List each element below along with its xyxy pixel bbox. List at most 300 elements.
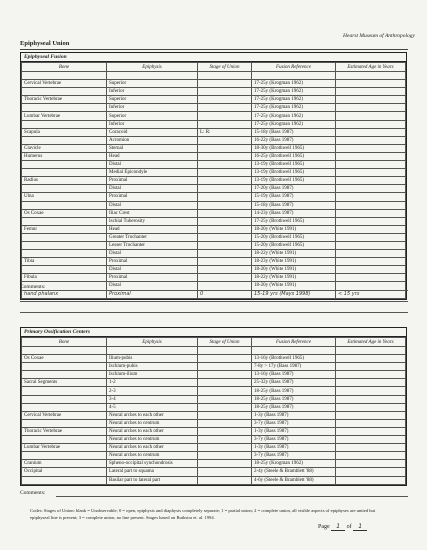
reference-cell: 18-25y (Bass 1987) <box>252 395 336 403</box>
reference-cell: 1-3y (Bass 1987) <box>252 444 336 452</box>
reference-cell: 16-22y (Bass 1987) <box>252 136 336 144</box>
stage-cell[interactable] <box>198 347 252 355</box>
bone-cell: Thoracic Vertebrae <box>22 96 107 104</box>
bone-cell <box>22 72 107 80</box>
epiphysis-cell: Distal <box>107 185 198 193</box>
age-cell[interactable] <box>336 411 406 419</box>
age-cell[interactable] <box>336 403 406 411</box>
epiphysis-cell: Ilium-pubis <box>107 355 198 363</box>
age-cell[interactable] <box>336 427 406 435</box>
table-row <box>22 80 406 88</box>
age-cell[interactable] <box>336 468 406 476</box>
epiphysis-cell: Inferior <box>107 104 198 112</box>
age-cell[interactable] <box>336 363 406 371</box>
stage-cell[interactable] <box>198 233 252 241</box>
bone-cell <box>22 250 107 258</box>
reference-cell: 13-16y (Bass 1987) <box>252 371 336 379</box>
page-current[interactable]: 1 <box>331 523 345 531</box>
table-row <box>22 363 406 371</box>
age-cell[interactable]: < 15 yrs <box>336 290 406 298</box>
epiphysis-cell: Ischium-ilium <box>107 371 198 379</box>
stage-cell[interactable] <box>198 144 252 152</box>
bone-cell: Clavicle <box>22 144 107 152</box>
stage-cell[interactable] <box>198 161 252 169</box>
reference-cell: 17-25y (Krogman 1962) <box>252 112 336 120</box>
stage-cell[interactable] <box>198 444 252 452</box>
epiphysis-cell: Basilar part to lateral part <box>107 476 198 484</box>
age-cell[interactable] <box>336 144 406 152</box>
stage-cell[interactable] <box>198 72 252 80</box>
age-cell[interactable] <box>336 444 406 452</box>
epiphysis-cell: Inferior <box>107 120 198 128</box>
reference-cell: 17-25y (Brothwell 1965) <box>252 217 336 225</box>
column-header-bone: Bone <box>22 338 107 347</box>
column-header-age: Estimated Age in Years <box>336 338 406 347</box>
bone-cell: Lumbar Vertebrae <box>22 112 107 120</box>
bone-cell <box>22 185 107 193</box>
stage-cell[interactable] <box>198 387 252 395</box>
stage-cell[interactable] <box>198 427 252 435</box>
stage-cell[interactable] <box>198 104 252 112</box>
bone-cell <box>22 403 107 411</box>
bone-cell <box>22 476 107 484</box>
epiphysis-cell: Head <box>107 152 198 160</box>
age-cell[interactable] <box>336 72 406 80</box>
bone-cell <box>22 436 107 444</box>
age-cell[interactable] <box>336 452 406 460</box>
table-row <box>22 452 406 460</box>
epiphysis-cell: 3-4 <box>107 395 198 403</box>
bone-cell <box>22 201 107 209</box>
stage-cell[interactable] <box>198 379 252 387</box>
reference-cell: 18-20y (White 1991) <box>252 225 336 233</box>
column-header-reference: Fusion Reference <box>252 338 336 347</box>
bone-cell <box>22 347 107 355</box>
epiphysis-cell: Neural arches to each other <box>107 411 198 419</box>
stage-cell[interactable] <box>198 193 252 201</box>
bone-cell <box>22 120 107 128</box>
reference-cell: 18-30y (Brothwell 1965) <box>252 144 336 152</box>
reference-cell: 3-7y (Bass 1987) <box>252 436 336 444</box>
table-row <box>22 112 406 120</box>
table-row <box>22 395 406 403</box>
bone-cell <box>22 161 107 169</box>
reference-cell: 17-25y (Krogman 1962) <box>252 104 336 112</box>
reference-cell: 15-20y (Brothwell 1965) <box>252 241 336 249</box>
age-cell[interactable] <box>336 250 406 258</box>
stage-cell[interactable] <box>198 241 252 249</box>
epiphysis-cell: Greater Trochanter <box>107 233 198 241</box>
table-row <box>22 161 406 169</box>
title-rule <box>20 49 408 50</box>
bone-cell <box>22 104 107 112</box>
column-header-reference: Fusion Reference <box>252 63 336 72</box>
bone-cell: Femur <box>22 225 107 233</box>
age-cell[interactable] <box>336 225 406 233</box>
table-row <box>22 250 406 258</box>
epiphysis-cell: Proximal <box>107 274 198 282</box>
epiphysis-cell: 4-5 <box>107 403 198 411</box>
table-row <box>22 436 406 444</box>
epiphysis-cell: Proximal <box>107 193 198 201</box>
table-row <box>22 136 406 144</box>
table-row <box>22 88 406 96</box>
epiphysis-cell: Coracoid <box>107 128 198 136</box>
table-row <box>22 290 406 298</box>
bone-cell <box>22 387 107 395</box>
section-title: Epiphyseal Union <box>20 40 70 47</box>
reference-cell: 4-6y (Steele & Bramblett '88) <box>252 476 336 484</box>
age-cell[interactable] <box>336 201 406 209</box>
epiphysis-cell: Sternal <box>107 144 198 152</box>
age-cell[interactable] <box>336 274 406 282</box>
reference-cell: 13-19y (Brothwell 1965) <box>252 169 336 177</box>
age-cell[interactable] <box>336 185 406 193</box>
museum-name: Hearst Museum of Anthropology <box>343 33 415 39</box>
bone-cell: Cervical Vertebrae <box>22 411 107 419</box>
age-cell[interactable] <box>336 355 406 363</box>
bone-cell: Os Coxae <box>22 355 107 363</box>
bone-cell: Humerus <box>22 152 107 160</box>
epiphysis-cell: Medial Epicondyle <box>107 169 198 177</box>
epiphysis-cell: Head <box>107 225 198 233</box>
epiphysis-cell: Neural arches to each other <box>107 427 198 435</box>
age-cell[interactable] <box>336 460 406 468</box>
bone-cell: Os Coxae <box>22 209 107 217</box>
age-cell[interactable] <box>336 128 406 136</box>
stage-cell[interactable] <box>198 152 252 160</box>
page-of-label: of <box>346 524 352 530</box>
comments-label-2: Comments: <box>20 490 46 496</box>
reference-cell: 13-19y (Brothwell 1965) <box>252 161 336 169</box>
stage-cell[interactable] <box>198 274 252 282</box>
bone-cell: Cervical Vertebrae <box>22 80 107 88</box>
stage-cell[interactable] <box>198 371 252 379</box>
epiphysis-cell: Iliac Crest <box>107 209 198 217</box>
column-header-bone: Bone <box>22 63 107 72</box>
table-row <box>22 96 406 104</box>
table-row <box>22 355 406 363</box>
age-cell[interactable] <box>336 241 406 249</box>
reference-cell: 15-18y (Bass 1987) <box>252 201 336 209</box>
bone-cell <box>22 266 107 274</box>
age-cell[interactable] <box>336 371 406 379</box>
reference-cell: 25-32y (Bass 1987) <box>252 379 336 387</box>
stage-cell[interactable] <box>198 250 252 258</box>
stage-cell[interactable] <box>198 468 252 476</box>
bone-cell <box>22 136 107 144</box>
table-row <box>22 185 406 193</box>
bone-cell <box>22 169 107 177</box>
comments-label-1: Comments: <box>20 284 46 290</box>
table-row <box>22 403 406 411</box>
table-row <box>22 177 406 185</box>
comments-line[interactable] <box>56 496 408 497</box>
table-row <box>22 444 406 452</box>
table-row <box>22 266 406 274</box>
bone-cell <box>22 371 107 379</box>
column-header-epiphysis: Epiphysis <box>107 63 198 72</box>
epiphysis-cell: Spheno-occipital synchondrosis <box>107 460 198 468</box>
reference-cell: 18-25y (Bass 1987) <box>252 403 336 411</box>
comments-line[interactable] <box>20 301 408 302</box>
age-cell[interactable] <box>336 266 406 274</box>
reference-cell: 18-23y (White 1991) <box>252 258 336 266</box>
stage-cell[interactable] <box>198 112 252 120</box>
epiphysis-cell: Lateral part to squama <box>107 468 198 476</box>
comments-line[interactable] <box>56 290 408 291</box>
table-row <box>22 468 406 476</box>
reference-cell: 7-8y > 17y (Bass 1987) <box>252 363 336 371</box>
table-row <box>22 476 406 484</box>
page-label: Page <box>318 524 330 530</box>
age-cell[interactable] <box>336 217 406 225</box>
reference-cell: 17-25y (Krogman 1962) <box>252 120 336 128</box>
table-row <box>22 241 406 249</box>
epiphysis-cell: Acromion <box>107 136 198 144</box>
reference-cell: 3-7y (Bass 1987) <box>252 419 336 427</box>
age-cell[interactable] <box>336 387 406 395</box>
page-total[interactable]: 1 <box>353 523 367 531</box>
reference-cell: 17-20y (Bass 1987) <box>252 185 336 193</box>
table-row <box>22 282 406 290</box>
bone-cell <box>22 241 107 249</box>
age-cell[interactable] <box>336 177 406 185</box>
stage-cell[interactable] <box>198 80 252 88</box>
table-row <box>22 152 406 160</box>
age-cell[interactable] <box>336 282 406 290</box>
bone-cell: Tibia <box>22 258 107 266</box>
epiphysis-cell: Ischial Tuberosity <box>107 217 198 225</box>
table-row <box>22 225 406 233</box>
age-cell[interactable] <box>336 347 406 355</box>
table-row <box>22 201 406 209</box>
codes-legend: Codes: Stages of Union: blank = Unobservable; 0 = open, epiphysis and diaphysis completely separate; 1 = partial union; 2 = complete union, all visible aspects of epiphyses are united but epiphyseal line is present; 3 = complete union, no line present. Stages based on Buikstra et. al. 1994. <box>30 508 376 520</box>
table-row <box>22 144 406 152</box>
bone-cell <box>22 233 107 241</box>
table-row <box>22 72 406 80</box>
reference-cell: 15-18y (Bass 1987) <box>252 128 336 136</box>
stage-cell[interactable] <box>198 403 252 411</box>
epiphysis-cell: Distal <box>107 201 198 209</box>
epiphysis-cell: Distal <box>107 161 198 169</box>
reference-cell: 2-4y (Steele & Bramblett '88) <box>252 468 336 476</box>
table-row <box>22 169 406 177</box>
bone-cell <box>22 88 107 96</box>
epiphysis-cell: Inferior <box>107 88 198 96</box>
reference-cell: 18-20y (White 1991) <box>252 266 336 274</box>
age-cell[interactable] <box>336 379 406 387</box>
table-row <box>22 387 406 395</box>
epiphysis-cell: Neural arches to centrum <box>107 452 198 460</box>
reference-cell: 17-25y (Krogman 1962) <box>252 80 336 88</box>
age-cell[interactable] <box>336 112 406 120</box>
table-row <box>22 128 406 136</box>
epiphysis-cell: 1-2 <box>107 379 198 387</box>
table-row <box>22 209 406 217</box>
table-row <box>22 460 406 468</box>
age-cell[interactable] <box>336 136 406 144</box>
stage-cell[interactable] <box>198 258 252 266</box>
reference-cell: 3-7y (Bass 1987) <box>252 452 336 460</box>
table-row <box>22 258 406 266</box>
column-header-epiphysis: Epiphysis <box>107 338 198 347</box>
age-cell[interactable] <box>336 152 406 160</box>
reference-cell: 17-25y (Krogman 1962) <box>252 96 336 104</box>
bone-cell: Occipital <box>22 468 107 476</box>
bone-cell: Ulna <box>22 193 107 201</box>
stage-cell[interactable] <box>198 460 252 468</box>
reference-cell <box>252 72 336 80</box>
stage-cell[interactable] <box>198 282 252 290</box>
fusion-table-header: Epiphyseal Fusion <box>21 53 406 62</box>
primary-ossification-table <box>20 327 407 486</box>
age-cell[interactable] <box>336 193 406 201</box>
epiphysis-cell: Superior <box>107 96 198 104</box>
stage-cell[interactable] <box>198 201 252 209</box>
reference-cell: 13-16y (Brothwell 1965) <box>252 355 336 363</box>
reference-cell: 16-25y (Brothwell 1965) <box>252 152 336 160</box>
stage-cell[interactable] <box>198 225 252 233</box>
age-cell[interactable] <box>336 476 406 484</box>
table-row <box>22 104 406 112</box>
stage-cell[interactable] <box>198 363 252 371</box>
table-row <box>22 120 406 128</box>
column-header-age: Estimated Age in Years <box>336 63 406 72</box>
age-cell[interactable] <box>336 419 406 427</box>
epiphysis-cell <box>107 72 198 80</box>
reference-cell: 15-19y (Bass 1987) <box>252 193 336 201</box>
age-cell[interactable] <box>336 233 406 241</box>
table-row <box>22 411 406 419</box>
stage-cell[interactable] <box>198 266 252 274</box>
stage-cell[interactable] <box>198 136 252 144</box>
epiphysis-cell: Neural arches to each other <box>107 444 198 452</box>
age-cell[interactable] <box>336 88 406 96</box>
epiphysis-cell: Lesser Trochanter <box>107 241 198 249</box>
bone-cell <box>22 452 107 460</box>
age-cell[interactable] <box>336 258 406 266</box>
age-cell[interactable] <box>336 209 406 217</box>
reference-cell: 18-25y (Bass 1987) <box>252 387 336 395</box>
age-cell[interactable] <box>336 96 406 104</box>
fusion-table <box>21 62 406 299</box>
table-row <box>22 193 406 201</box>
stage-cell[interactable] <box>198 88 252 96</box>
column-header-stage: Stage of Union <box>198 63 252 72</box>
reference-cell: 15-19 yrs (Mays 1998) <box>252 290 336 298</box>
stage-cell[interactable] <box>198 209 252 217</box>
reference-cell: 13-19y (Brothwell 1965) <box>252 177 336 185</box>
bone-cell: Sacral Segments <box>22 379 107 387</box>
epiphysis-cell <box>107 347 198 355</box>
stage-cell[interactable] <box>198 355 252 363</box>
table-row <box>22 217 406 225</box>
page-number <box>318 523 367 531</box>
stage-cell[interactable] <box>198 411 252 419</box>
table-row <box>22 379 406 387</box>
age-cell[interactable] <box>336 104 406 112</box>
epiphysis-cell: Distal <box>107 250 198 258</box>
stage-cell[interactable] <box>198 217 252 225</box>
epiphysis-cell: Proximal <box>107 177 198 185</box>
epiphysis-cell: Ischium-pubis <box>107 363 198 371</box>
stage-cell[interactable] <box>198 185 252 193</box>
epiphysis-cell: Proximal <box>107 258 198 266</box>
reference-cell: 14-23y (Bass 1987) <box>252 209 336 217</box>
epiphysis-cell: Distal <box>107 266 198 274</box>
reference-cell: 1-3y (Bass 1987) <box>252 411 336 419</box>
table-row <box>22 419 406 427</box>
age-cell[interactable] <box>336 395 406 403</box>
epiphysis-cell: 2-3 <box>107 387 198 395</box>
age-cell[interactable] <box>336 161 406 169</box>
bone-cell <box>22 217 107 225</box>
table-row <box>22 347 406 355</box>
bone-cell: Thoracic Vertebrae <box>22 427 107 435</box>
stage-cell[interactable] <box>198 419 252 427</box>
table-row <box>22 233 406 241</box>
stage-cell[interactable]: L: R: <box>198 128 252 136</box>
bone-cell <box>22 395 107 403</box>
bone-cell: Scapula <box>22 128 107 136</box>
epiphysis-cell: Distal <box>107 282 198 290</box>
age-cell[interactable] <box>336 120 406 128</box>
stage-cell[interactable] <box>198 436 252 444</box>
stage-cell[interactable] <box>198 96 252 104</box>
epiphysis-cell: Proximal <box>107 290 198 298</box>
stage-cell[interactable] <box>198 476 252 484</box>
reference-cell: 18-25y (Krogman 1962) <box>252 460 336 468</box>
age-cell[interactable] <box>336 80 406 88</box>
reference-cell: 17-25y (Krogman 1962) <box>252 88 336 96</box>
reference-cell: 18-20y (White 1991) <box>252 282 336 290</box>
ossification-table <box>21 337 406 485</box>
comments-line[interactable] <box>20 312 408 313</box>
age-cell[interactable] <box>336 436 406 444</box>
stage-cell[interactable] <box>198 120 252 128</box>
epiphysis-cell: Superior <box>107 80 198 88</box>
reference-cell: 18-22y (White 1991) <box>252 274 336 282</box>
stage-cell[interactable] <box>198 177 252 185</box>
reference-cell <box>252 347 336 355</box>
epiphysis-cell: Superior <box>107 112 198 120</box>
stage-cell[interactable] <box>198 452 252 460</box>
epiphyseal-fusion-table <box>20 52 407 300</box>
reference-cell: 1-3y (Bass 1987) <box>252 427 336 435</box>
bone-cell <box>22 363 107 371</box>
stage-cell[interactable] <box>198 395 252 403</box>
age-cell[interactable] <box>336 169 406 177</box>
table-row <box>22 274 406 282</box>
epiphysis-cell: Neural arches to centrum <box>107 436 198 444</box>
table-row <box>22 427 406 435</box>
bone-cell: Radius <box>22 177 107 185</box>
bone-cell: Lumbar Vertebrae <box>22 444 107 452</box>
reference-cell: 15-20y (Brothwell 1965) <box>252 233 336 241</box>
reference-cell: 18-22y (White 1991) <box>252 250 336 258</box>
bone-cell <box>22 419 107 427</box>
column-header-stage: Stage of Union <box>198 338 252 347</box>
stage-cell[interactable]: 0 <box>198 290 252 298</box>
ossification-table-header: Primary Ossification Centers <box>21 328 406 337</box>
stage-cell[interactable] <box>198 169 252 177</box>
bone-cell: Fibula <box>22 274 107 282</box>
bone-cell: hand phalanx <box>22 290 107 298</box>
table-row <box>22 371 406 379</box>
bone-cell: Cranium <box>22 460 107 468</box>
epiphysis-cell: Neural arches to centrum <box>107 419 198 427</box>
